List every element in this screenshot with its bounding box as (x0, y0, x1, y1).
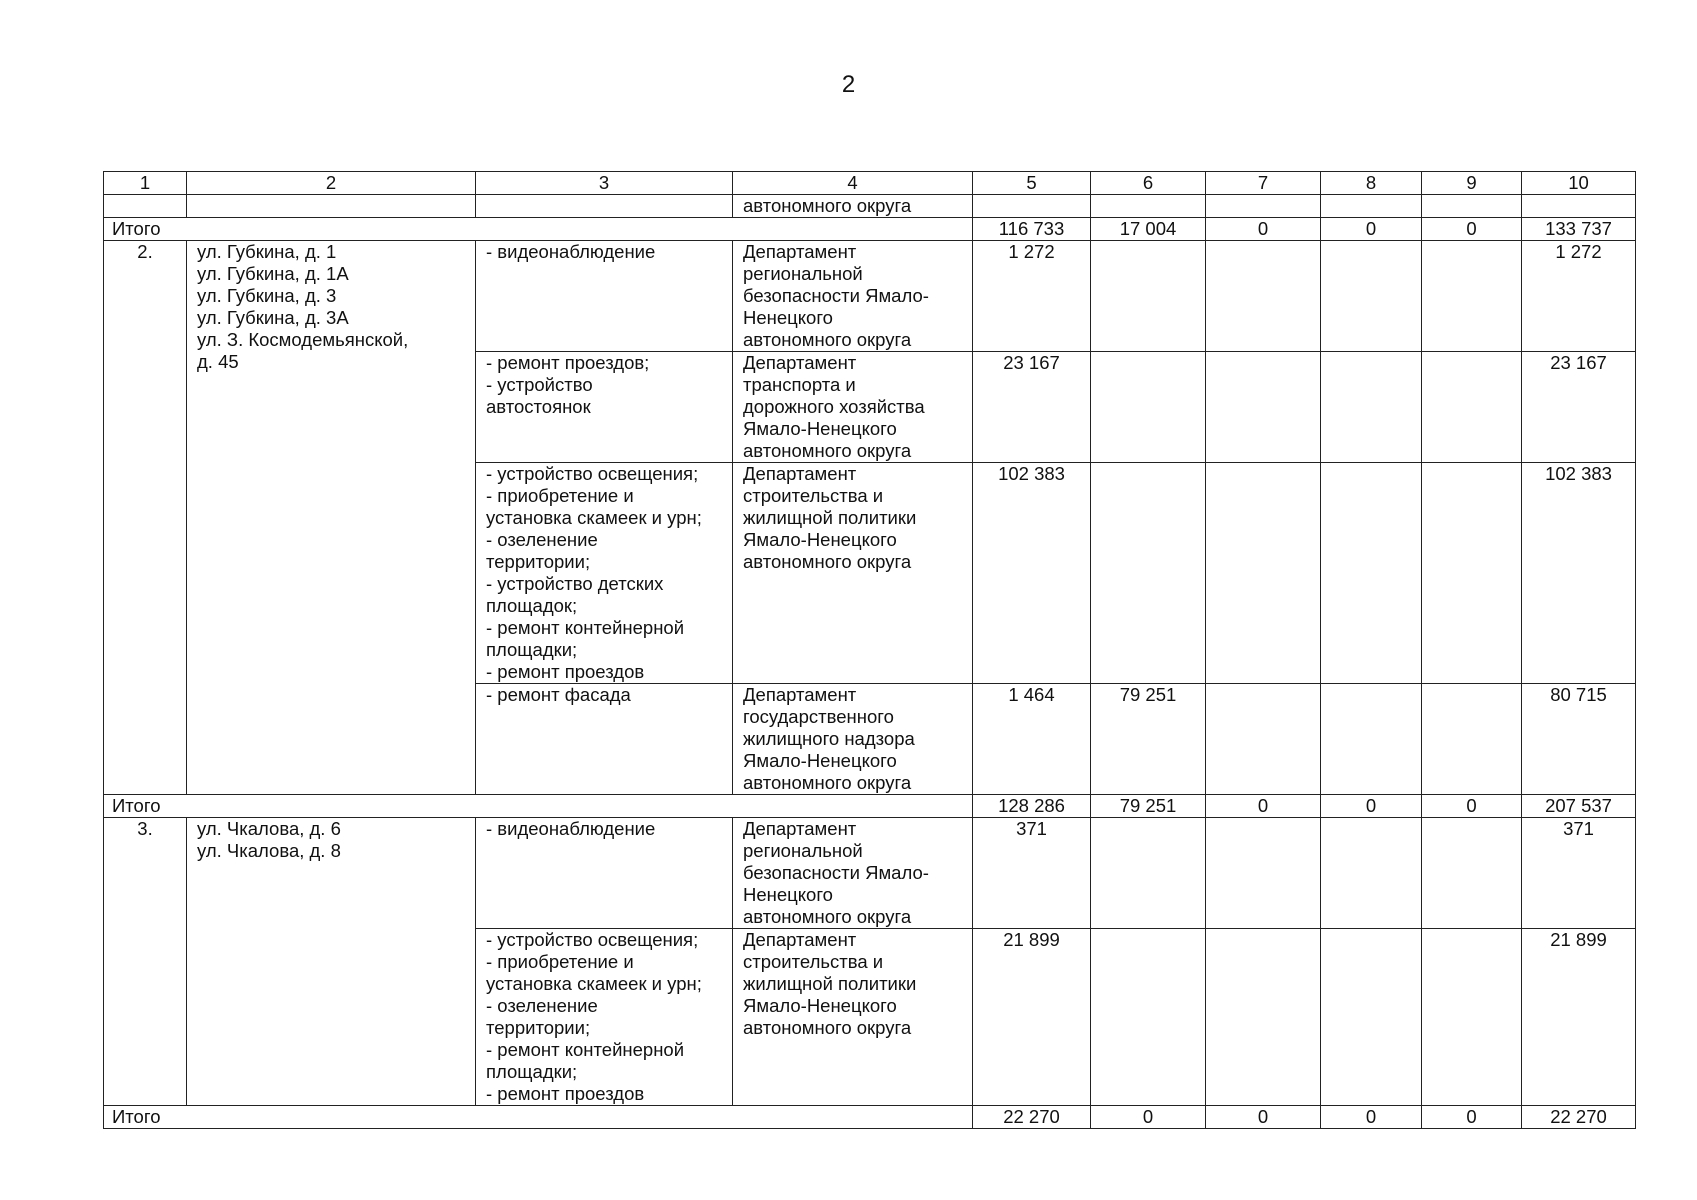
amount-cell (1422, 929, 1522, 1106)
amount-cell: 371 (1522, 818, 1636, 929)
amount-cell (1091, 463, 1206, 684)
amount-cell (1091, 195, 1206, 218)
amount-cell: 23 167 (973, 352, 1091, 463)
amount-cell (1206, 241, 1321, 352)
works-cell: - ремонт проездов; - устройство автостоянок (476, 352, 733, 463)
total-value: 207 537 (1522, 795, 1636, 818)
department-cell: Департамент транспорта и дорожного хозяйства Ямало-Ненецкого автономного округа (733, 352, 973, 463)
amount-cell: 102 383 (973, 463, 1091, 684)
department-cell: Департамент строительства и жилищной политики Ямало-Ненецкого автономного округа (733, 463, 973, 684)
amount-cell (1422, 818, 1522, 929)
amount-cell (1091, 352, 1206, 463)
department-cell: автономного округа (733, 195, 973, 218)
department-cell: Департамент государственного жилищного надзора Ямало-Ненецкого автономного округа (733, 684, 973, 795)
amount-cell (1206, 463, 1321, 684)
department-cell: Департамент региональной безопасности Ямало- Ненецкого автономного округа (733, 241, 973, 352)
total-value: 0 (1422, 218, 1522, 241)
amount-cell (1091, 818, 1206, 929)
table-row (104, 818, 1636, 929)
total-value: 0 (1206, 1106, 1321, 1129)
works-cell: - видеонаблюдение (476, 241, 733, 352)
amount-cell (1206, 195, 1321, 218)
total-value: 17 004 (1091, 218, 1206, 241)
column-number: 8 (1321, 172, 1422, 195)
amount-cell (1422, 684, 1522, 795)
page-number: 2 (841, 71, 856, 98)
amount-cell (1321, 195, 1422, 218)
amount-cell: 1 272 (973, 241, 1091, 352)
total-value: 22 270 (973, 1106, 1091, 1129)
address-cell (187, 195, 476, 218)
total-row (104, 1106, 1636, 1129)
column-number-row (104, 172, 1636, 195)
amount-cell: 1 272 (1522, 241, 1636, 352)
amount-cell (1422, 352, 1522, 463)
amount-cell: 21 899 (1522, 929, 1636, 1106)
column-number: 5 (973, 172, 1091, 195)
amount-cell (1206, 684, 1321, 795)
total-value: 0 (1206, 218, 1321, 241)
total-label: Итого (104, 218, 973, 241)
works-cell: - ремонт фасада (476, 684, 733, 795)
column-number: 1 (104, 172, 187, 195)
item-number-cell (104, 195, 187, 218)
amount-cell (1422, 463, 1522, 684)
total-label: Итого (104, 795, 973, 818)
amount-cell (1321, 684, 1422, 795)
amount-cell (1422, 195, 1522, 218)
amount-cell (1206, 929, 1321, 1106)
amount-cell (1091, 241, 1206, 352)
item-number-cell: 2. (104, 241, 187, 795)
amount-cell (1091, 929, 1206, 1106)
department-cell: Департамент региональной безопасности Ямало- Ненецкого автономного округа (733, 818, 973, 929)
total-value: 0 (1091, 1106, 1206, 1129)
total-value: 22 270 (1522, 1106, 1636, 1129)
total-value: 0 (1422, 795, 1522, 818)
works-cell: - видеонаблюдение (476, 818, 733, 929)
table-row (104, 195, 1636, 218)
amount-cell (1321, 352, 1422, 463)
works-cell: - устройство освещения; - приобретение и установка скамеек и урн; - озеленение территории; - ремонт контейнерной площадки; - ремонт проездов (476, 929, 733, 1106)
total-value: 0 (1321, 218, 1422, 241)
total-value: 116 733 (973, 218, 1091, 241)
total-value: 128 286 (973, 795, 1091, 818)
amount-cell (1321, 241, 1422, 352)
address-cell: ул. Губкина, д. 1 ул. Губкина, д. 1А ул. Губкина, д. 3 ул. Губкина, д. 3А ул. З. Космодемьянской, д. 45 (187, 241, 476, 795)
amount-cell (973, 195, 1091, 218)
amount-cell (1206, 818, 1321, 929)
department-cell: Департамент строительства и жилищной политики Ямало-Ненецкого автономного округа (733, 929, 973, 1106)
column-number: 3 (476, 172, 733, 195)
column-number: 7 (1206, 172, 1321, 195)
amount-cell (1206, 352, 1321, 463)
works-cell (476, 195, 733, 218)
column-number: 4 (733, 172, 973, 195)
amount-cell: 23 167 (1522, 352, 1636, 463)
amount-cell: 371 (973, 818, 1091, 929)
amount-cell (1321, 818, 1422, 929)
amount-cell (1321, 463, 1422, 684)
total-row (104, 218, 1636, 241)
amount-cell (1522, 195, 1636, 218)
amount-cell (1321, 929, 1422, 1106)
amount-cell (1422, 241, 1522, 352)
total-label: Итого (104, 1106, 973, 1129)
column-number: 6 (1091, 172, 1206, 195)
amount-cell: 79 251 (1091, 684, 1206, 795)
total-value: 133 737 (1522, 218, 1636, 241)
amount-cell: 80 715 (1522, 684, 1636, 795)
column-number: 10 (1522, 172, 1636, 195)
item-number-cell: 3. (104, 818, 187, 1106)
total-value: 0 (1321, 795, 1422, 818)
total-value: 0 (1321, 1106, 1422, 1129)
address-cell: ул. Чкалова, д. 6 ул. Чкалова, д. 8 (187, 818, 476, 1106)
amount-cell: 21 899 (973, 929, 1091, 1106)
column-number: 9 (1422, 172, 1522, 195)
works-cell: - устройство освещения; - приобретение и установка скамеек и урн; - озеленение территории; - устройство детских площадок; - ремонт контейнерной площадки; - ремонт проездов (476, 463, 733, 684)
amount-cell: 1 464 (973, 684, 1091, 795)
table-row (104, 241, 1636, 352)
total-value: 0 (1422, 1106, 1522, 1129)
total-value: 79 251 (1091, 795, 1206, 818)
column-number: 2 (187, 172, 476, 195)
funding-table (103, 171, 1636, 1129)
amount-cell: 102 383 (1522, 463, 1636, 684)
total-row (104, 795, 1636, 818)
total-value: 0 (1206, 795, 1321, 818)
